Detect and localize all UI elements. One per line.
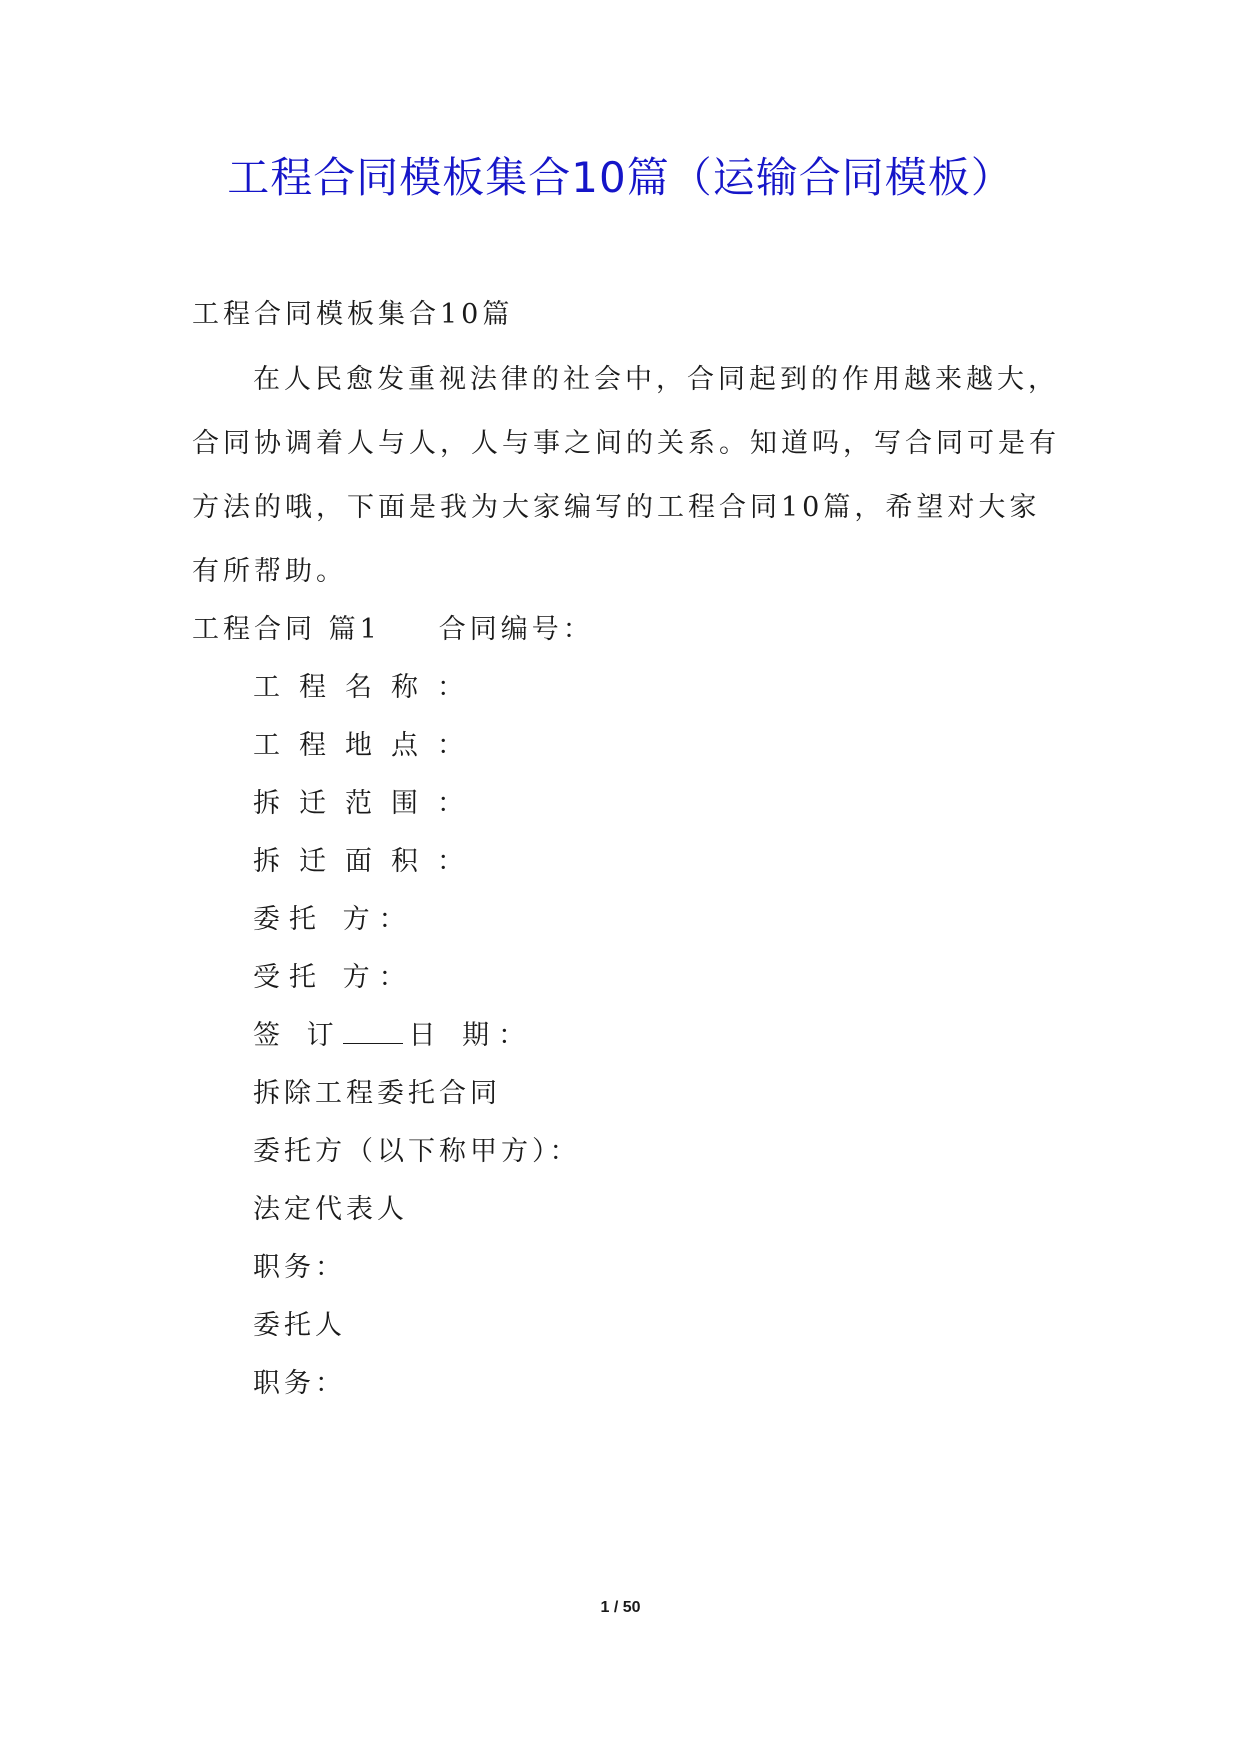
demolition-area-field: 拆迁面积： <box>253 846 483 877</box>
contract-number-label: 合同编号： <box>438 614 594 645</box>
signing-date-prefix: 签 订 <box>253 1020 343 1051</box>
position-field: 职务： <box>253 1252 346 1283</box>
client-field: 委托 方： <box>253 904 415 935</box>
agent-field: 委托人 <box>253 1310 346 1341</box>
section-header <box>192 610 594 650</box>
project-name-field: 工程名称： <box>253 672 483 703</box>
page-indicator: 1 / 50 <box>600 1599 641 1616</box>
demolition-scope-field: 拆迁范围： <box>253 788 483 819</box>
document-subtitle: 工程合同模板集合10篇 <box>192 299 514 330</box>
signing-date-field <box>253 1016 534 1056</box>
section-label: 工程合同 篇1 <box>192 614 381 645</box>
contractor-field: 受托 方： <box>253 962 415 993</box>
party-a-field: 委托方（以下称甲方）： <box>253 1136 581 1167</box>
project-location-field: 工程地点： <box>253 730 483 761</box>
signing-date-suffix: 日 期： <box>408 1020 535 1051</box>
intro-paragraph: 在人民愈发重视法律的社会中，合同起到的作用越来越大，合同协调着人与人，人与事之间的关系。知道吗，写合同可是有方法的哦，下面是我为大家编写的工程合同10篇，希望对大家有所帮助。 <box>192 364 1060 587</box>
document-title: 工程合同模板集合10篇（运输合同模板） <box>227 153 1014 202</box>
signing-blank <box>343 1017 403 1044</box>
agent-position-field: 职务： <box>253 1368 346 1399</box>
legal-representative-field: 法定代表人 <box>253 1194 408 1225</box>
contract-heading: 拆除工程委托合同 <box>253 1078 501 1109</box>
